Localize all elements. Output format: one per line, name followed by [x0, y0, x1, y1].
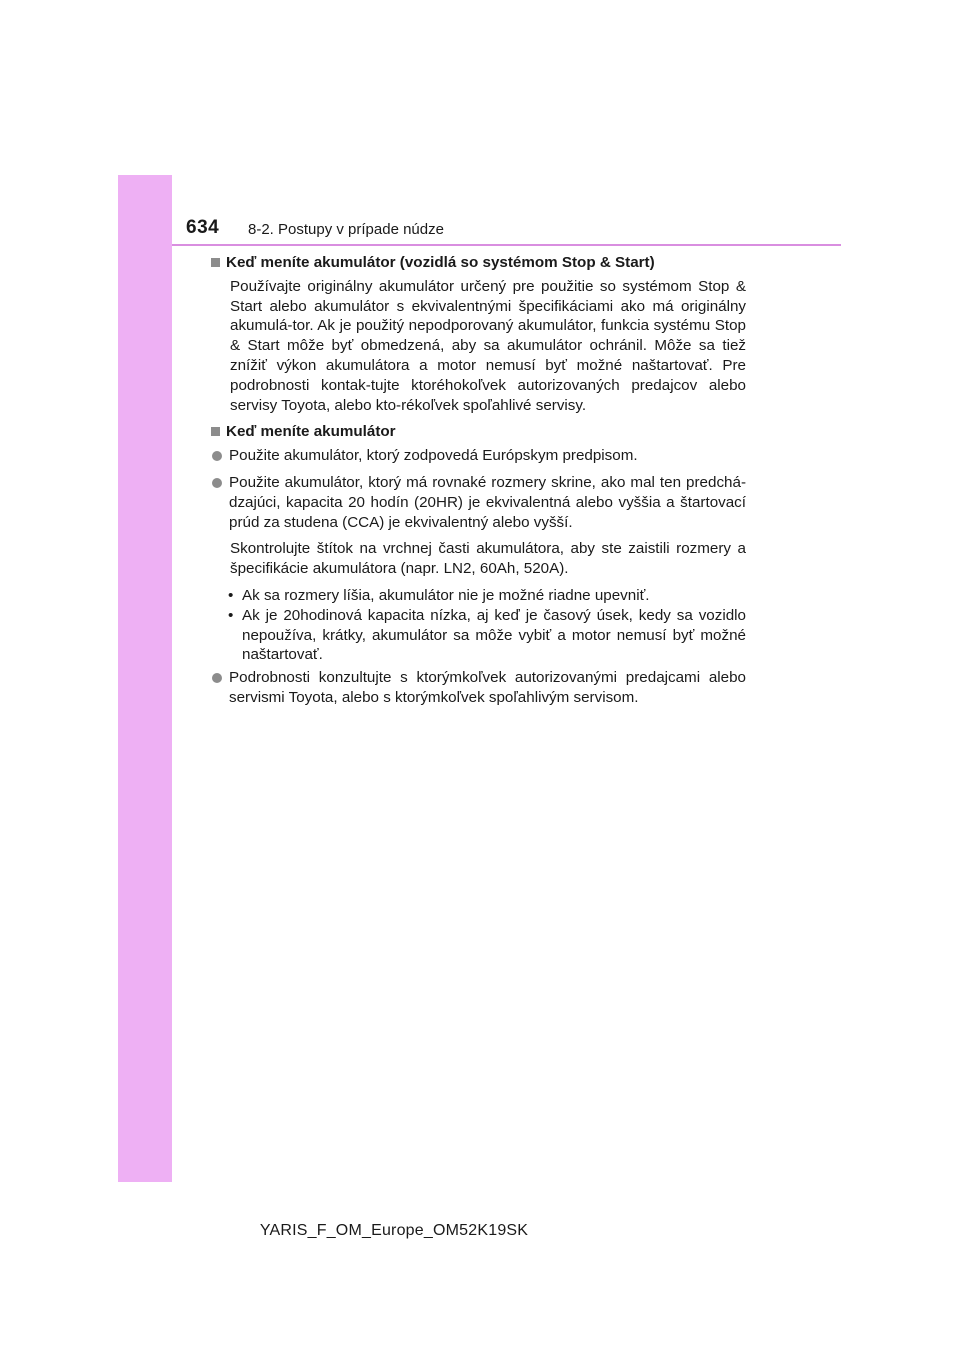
bullet-text: Použite akumulátor, ktorý zodpovedá Európskym predpisom.	[229, 447, 638, 465]
note-item	[228, 606, 746, 665]
document-code: YARIS_F_OM_Europe_OM52K19SK	[259, 1222, 529, 1239]
circle-bullet-icon	[212, 478, 222, 488]
circle-bullet-icon	[212, 673, 222, 683]
section-title: 8-2. Postupy v prípade núdze	[248, 221, 444, 238]
section-heading-text: Keď meníte akumulátor	[226, 423, 396, 441]
header-divider	[172, 244, 841, 246]
square-bullet-icon	[211, 427, 220, 436]
section-heading-text: Keď meníte akumulátor (vozidlá so systémom Stop & Start)	[226, 254, 655, 271]
list-item	[210, 473, 746, 532]
page-number: 634	[186, 217, 220, 238]
label-check-paragraph: Skontrolujte štítok na vrchnej časti akumulátora, aby ste zaistili rozmery a špecifikácie akumulátora (napr. LN2, 60Ah, 520A).	[230, 540, 746, 578]
chapter-side-band	[118, 175, 172, 1182]
notes-list	[210, 586, 746, 665]
note-text: Ak je 20hodinová kapacita nízka, aj keď je časový úsek, kedy sa vozidlo nepoužíva, krátky, akumulátor sa môže vybiť a motor nemusí byť možné naštartovať.	[242, 606, 746, 664]
section-heading-battery	[210, 422, 746, 442]
note-bullet: •	[228, 586, 234, 604]
bullet-text: Podrobnosti konzultujte s ktorýmkoľvek autorizovanými predajcami alebo servismi Toyota, alebo s ktorýmkoľvek spoľahlivým servisom.	[229, 669, 746, 706]
section-heading-stop-start	[210, 253, 746, 273]
list-item	[210, 668, 746, 708]
list-item	[210, 446, 746, 466]
note-text: Ak sa rozmery líšia, akumulátor nie je možné riadne upevniť.	[242, 586, 650, 604]
bullet-text: Použite akumulátor, ktorý má rovnaké rozmery skrine, ako mal ten predchá-dzajúci, kapacita 20 hodín (20HR) je ekvivalentná alebo vyššia a štartovací prúd za studena (CCA) je ekvivalentný alebo vyšší.	[229, 473, 746, 531]
note-item	[228, 586, 746, 606]
stop-start-paragraph: Používajte originálny akumulátor určený pre použitie so systémom Stop & Start alebo akumulátor s ekvivalentnými špecifikáciami ako má originálny akumulá-tor. Ak je použitý nepodporovaný akumulátor, funkcia systému Stop & Start môže byť obmedzená, aby sa akumulátor ochránil. Môže sa tiež znížiť výkon akumulátora a motor nemusí byť možné naštartovať. Pre podrobnosti kontak-tujte ktoréhokoľvek autorizovaných predajcov alebo servisy Toyota, alebo kto-rékoľvek spoľahlivé servisy.	[230, 277, 746, 414]
page-content	[210, 253, 746, 715]
circle-bullet-icon	[212, 451, 222, 461]
square-bullet-icon	[211, 258, 220, 267]
note-bullet: •	[228, 606, 234, 624]
